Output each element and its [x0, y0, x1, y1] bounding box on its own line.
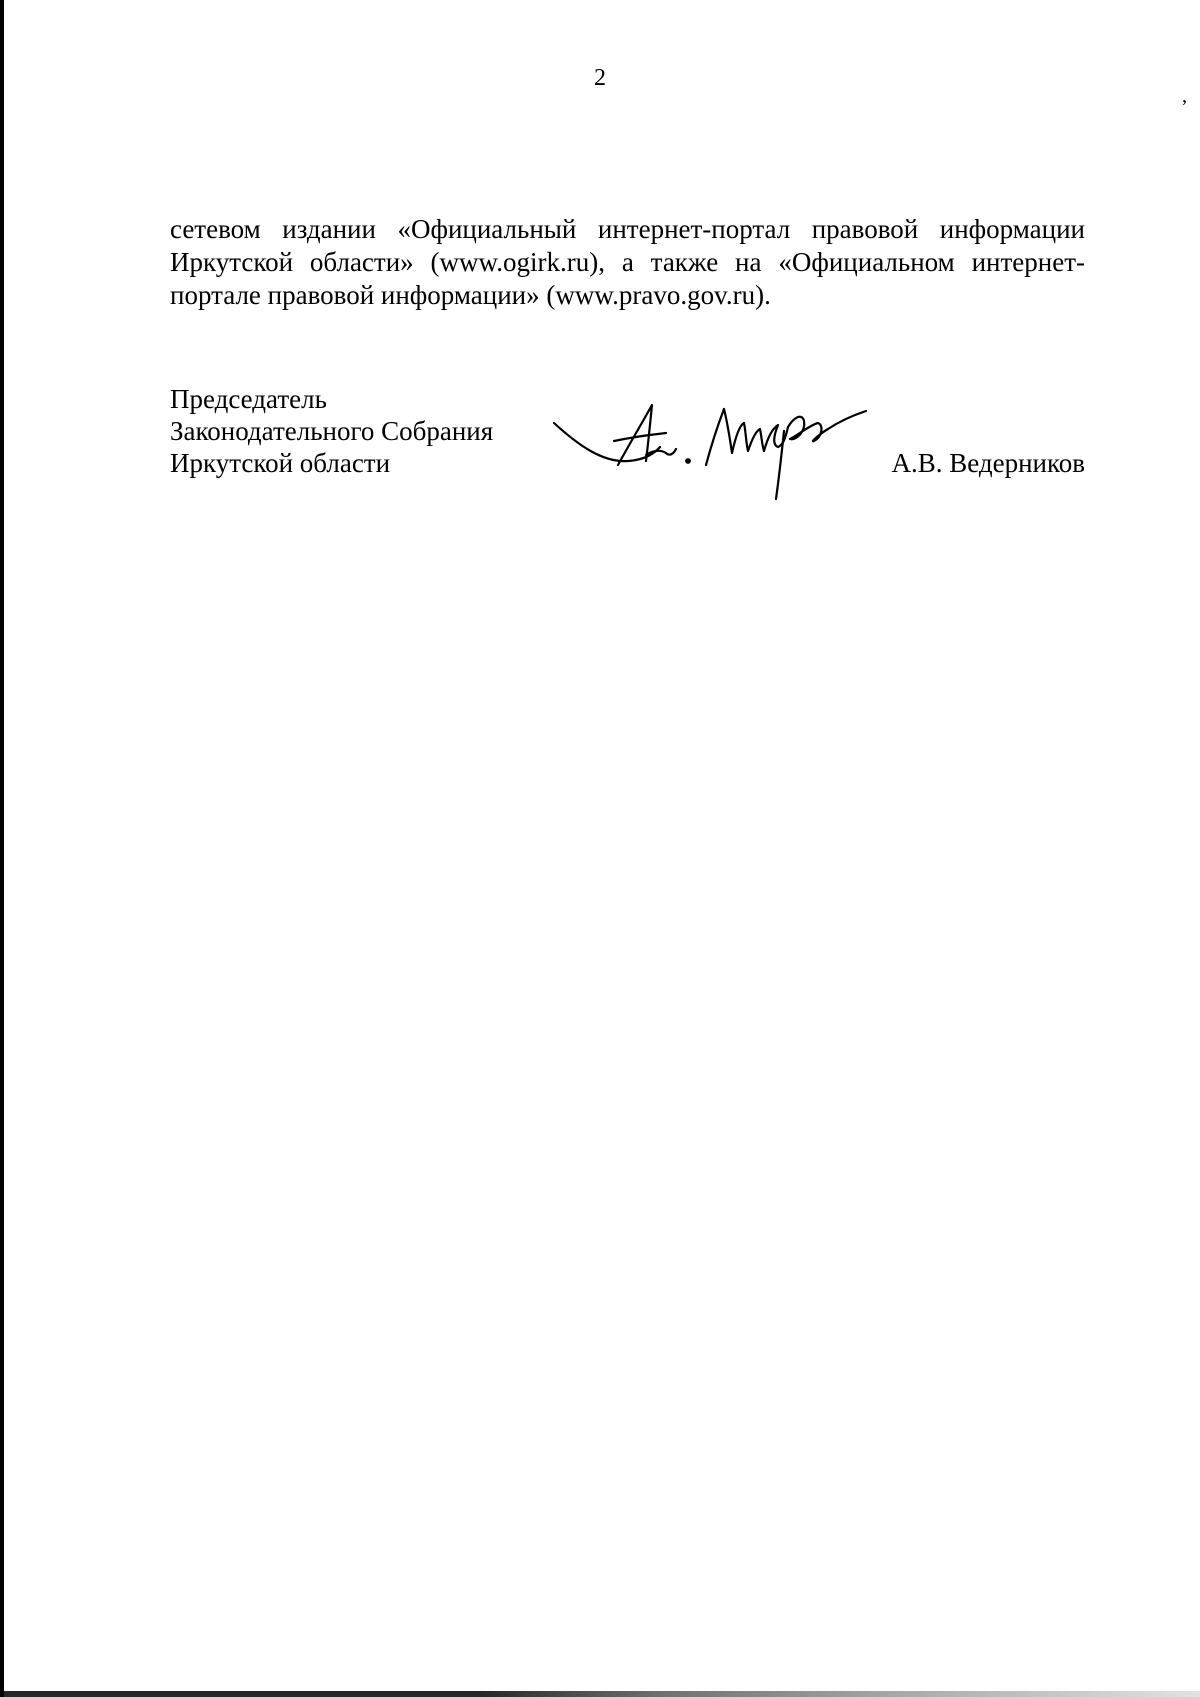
- page-number: 2: [594, 65, 606, 91]
- signatory-title-line-3: Иркутской области: [170, 448, 391, 478]
- scan-edge-left: [0, 0, 4, 1697]
- scan-speck: ,: [1182, 85, 1187, 107]
- signer-name: А.В. Ведерников: [891, 448, 1085, 478]
- signatory-title-line-1: Председатель: [170, 384, 327, 414]
- handwritten-signature: [548, 395, 870, 505]
- signatory-title-line-2: Законодательного Собрания: [170, 416, 494, 446]
- body-paragraph: сетевом издании «Официальный интернет-портал правовой информации Иркутской области» (www.ogirk.ru), а также на «Официальном интернет-портале правовой информации» (www.pravo.gov.ru).: [170, 214, 1085, 310]
- scan-edge-bottom: [0, 1691, 1200, 1697]
- signatory-title: [170, 383, 493, 479]
